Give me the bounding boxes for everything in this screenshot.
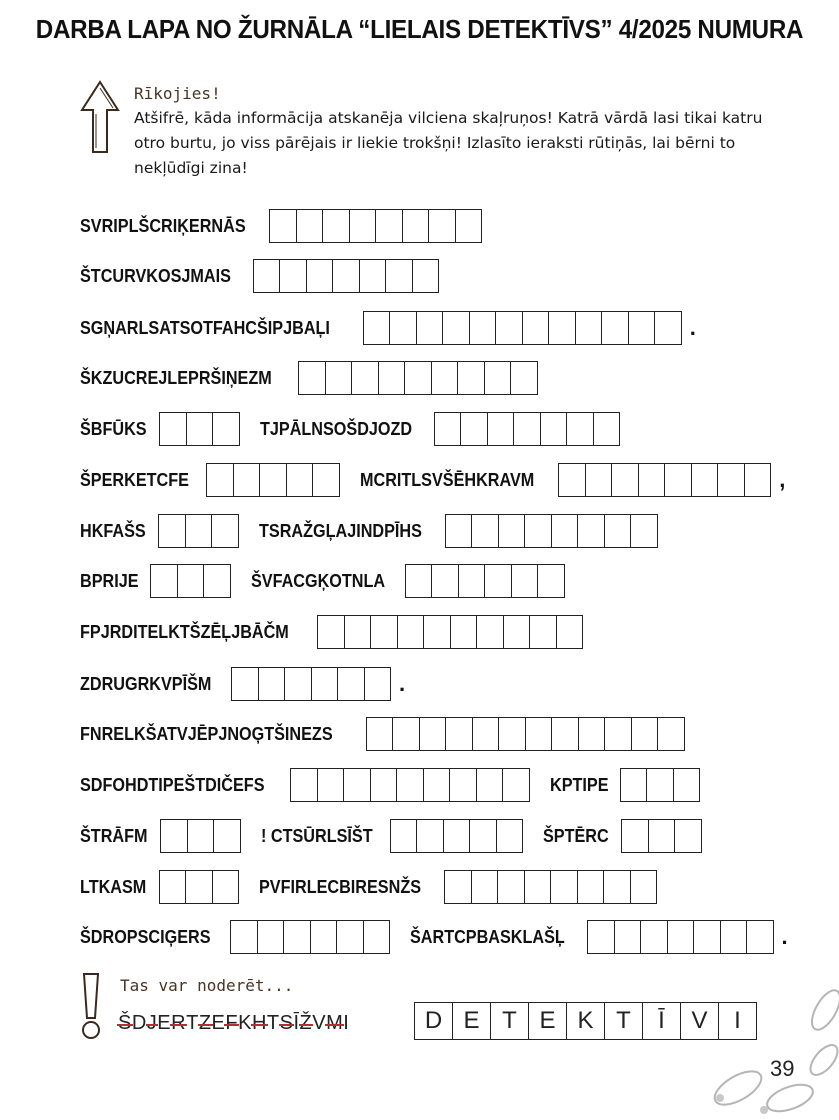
answer-box[interactable] (445, 870, 472, 904)
instructions-line: otro burtu, jo viss pārējais ir liekie trokšņi! Izlasīto ieraksti rūtiņās, lai bērni to (134, 134, 736, 152)
answer-box[interactable] (745, 463, 772, 497)
answer-box[interactable] (364, 311, 391, 345)
instructions-text (134, 106, 774, 181)
puzzle-row (80, 360, 538, 396)
punctuation-mark: , (779, 467, 786, 492)
scrambled-word: SDFOHDTIPEŠTDIČEFS (80, 774, 265, 795)
answer-box[interactable] (234, 463, 261, 497)
answer-box[interactable] (588, 920, 615, 954)
answer-box[interactable] (188, 819, 215, 853)
answer-box[interactable] (456, 209, 483, 243)
kept-letter: I (343, 1012, 350, 1034)
answer-box[interactable] (232, 667, 259, 701)
answer-box[interactable] (284, 920, 311, 954)
answer-box[interactable] (655, 311, 682, 345)
scrambled-word: ŠPTĒRC (543, 825, 609, 846)
answer-box[interactable] (668, 920, 695, 954)
answer-box[interactable] (496, 311, 523, 345)
answer-box[interactable] (367, 717, 394, 751)
answer-box[interactable] (485, 361, 512, 395)
answer-box[interactable] (605, 717, 632, 751)
hint-heading: Tas var noderēt... (120, 976, 294, 995)
puzzle-row (80, 716, 685, 752)
answer-box[interactable] (473, 717, 500, 751)
answer-box[interactable] (435, 412, 462, 446)
struck-letter: H (251, 1012, 267, 1034)
answer-box[interactable] (333, 259, 360, 293)
puzzle-row (80, 666, 405, 702)
scrambled-word: ŠVFACGĶOTNLA (250, 570, 385, 591)
answer-box[interactable] (365, 667, 392, 701)
answer-box[interactable] (187, 412, 214, 446)
kept-letter: T (186, 1012, 199, 1034)
scrambled-word: BPRIJE (80, 570, 139, 591)
answer-box[interactable] (578, 870, 605, 904)
answer-box[interactable] (338, 667, 365, 701)
answer-box[interactable] (398, 615, 425, 649)
punctuation-mark: . (781, 924, 788, 949)
scrambled-word: PVFIRLECBIRESNŽS (259, 876, 422, 897)
answer-box[interactable] (594, 412, 621, 446)
answer-box[interactable] (526, 717, 553, 751)
answer-box[interactable] (379, 361, 406, 395)
answer-box[interactable] (559, 463, 586, 497)
answer-boxes (150, 564, 231, 598)
answer-box[interactable] (604, 870, 631, 904)
answer-box[interactable] (212, 514, 239, 548)
answer-box[interactable] (458, 361, 485, 395)
scrambled-word: KPTIPE (549, 774, 609, 795)
answer-boxes (405, 564, 565, 598)
kept-letter: T (266, 1012, 280, 1034)
answer-box[interactable] (345, 615, 372, 649)
struck-letter: Š (118, 1012, 132, 1034)
scrambled-word: ŠKZUCREJLEPRŠIŅEZM (80, 367, 272, 388)
puzzle-row (80, 208, 482, 244)
answer-box[interactable] (397, 768, 424, 802)
scrambled-word: SGŅARLSATSOTFAHCŠIPJBAĻI (80, 317, 330, 338)
answer-letter-cell: T (491, 1002, 529, 1040)
answer-box[interactable] (631, 514, 658, 548)
answer-box[interactable] (213, 412, 240, 446)
scrambled-word: ŠPERKETCFE (80, 469, 189, 490)
answer-box[interactable] (297, 209, 324, 243)
answer-box[interactable] (299, 361, 326, 395)
answer-box[interactable] (323, 209, 350, 243)
answer-box[interactable] (391, 819, 418, 853)
scrambled-word: ŠBFŪKS (80, 418, 147, 439)
answer-box[interactable] (639, 463, 666, 497)
answer-box[interactable] (747, 920, 774, 954)
answer-box[interactable] (371, 768, 398, 802)
hint-answer (414, 1002, 757, 1040)
puzzle-row (80, 258, 439, 294)
answer-box[interactable] (352, 361, 379, 395)
answer-box[interactable] (386, 259, 413, 293)
answer-box[interactable] (307, 259, 334, 293)
puzzle-row (80, 818, 702, 854)
answer-box[interactable] (512, 564, 539, 598)
answer-box[interactable] (159, 514, 186, 548)
answer-box[interactable] (311, 920, 338, 954)
answer-box[interactable] (552, 514, 579, 548)
exclamation-icon (78, 972, 104, 1042)
answer-box[interactable] (287, 463, 314, 497)
answer-box[interactable] (429, 209, 456, 243)
answer-box[interactable] (503, 768, 530, 802)
page-title: DARBA LAPA NO ŽURNĀLA “LIELAIS DETEKTĪVS” 4/2025 NUMURA (35, 14, 804, 44)
answer-boxes (621, 819, 702, 853)
answer-box[interactable] (326, 361, 353, 395)
answer-box[interactable] (214, 819, 241, 853)
answer-box[interactable] (313, 463, 340, 497)
answer-box[interactable] (499, 717, 526, 751)
kept-letter: K (238, 1012, 252, 1034)
answer-box[interactable] (632, 717, 659, 751)
answer-box[interactable] (523, 311, 550, 345)
struck-letter: S (279, 1012, 294, 1034)
answer-box[interactable] (552, 717, 579, 751)
up-arrow-icon (80, 80, 120, 154)
answer-box[interactable] (344, 768, 371, 802)
puzzle-row (80, 869, 657, 905)
scrambled-word: ŠTCURVKOSJMAIS (80, 265, 231, 286)
answer-boxes (269, 209, 482, 243)
scrambled-word: SVRIPLŠCRIĶERNĀS (80, 215, 246, 236)
answer-box[interactable] (260, 463, 287, 497)
answer-letter-cell: K (567, 1002, 605, 1040)
answer-box[interactable] (499, 514, 526, 548)
answer-box[interactable] (578, 514, 605, 548)
scrambled-word: TJPĀLNSOŠDJOZD (259, 418, 412, 439)
answer-box[interactable] (470, 819, 497, 853)
answer-box[interactable] (551, 870, 578, 904)
struck-letter: Z (198, 1012, 212, 1034)
answer-box[interactable] (443, 311, 470, 345)
answer-box[interactable] (312, 667, 339, 701)
answer-box[interactable] (541, 412, 568, 446)
answer-box[interactable] (413, 259, 440, 293)
scrambled-word: MCRITLSVŠĒHKRAVM (359, 469, 534, 490)
scrambled-word: TSRAŽGĻAJINDPĪHS (258, 520, 422, 541)
answer-boxes (317, 615, 583, 649)
answer-box[interactable] (621, 768, 648, 802)
kept-letter: E (157, 1012, 172, 1034)
kept-letter: E (211, 1012, 226, 1034)
answer-box[interactable] (459, 564, 486, 598)
answer-boxes (230, 920, 390, 954)
answer-box[interactable] (151, 564, 178, 598)
answer-boxes (298, 361, 538, 395)
answer-box[interactable] (549, 311, 576, 345)
scrambled-word: ! CTSŪRLSĪŠT (260, 825, 373, 846)
answer-boxes (159, 412, 240, 446)
answer-box[interactable] (417, 311, 444, 345)
answer-letter-cell: I (719, 1002, 757, 1040)
answer-boxes (159, 870, 240, 904)
struck-letter: R (171, 1012, 187, 1034)
answer-box[interactable] (477, 615, 504, 649)
struck-letter: F (225, 1012, 239, 1034)
answer-box[interactable] (432, 361, 459, 395)
answer-box[interactable] (160, 412, 187, 446)
answer-box[interactable] (270, 209, 297, 243)
puzzle-row (80, 563, 565, 599)
scrambled-word: ŠTRĀFM (80, 825, 148, 846)
answer-box[interactable] (451, 615, 478, 649)
struck-letter: M (326, 1012, 344, 1034)
answer-box[interactable] (186, 870, 213, 904)
answer-box[interactable] (665, 463, 692, 497)
puzzle-row (80, 411, 620, 447)
answer-box[interactable] (497, 819, 524, 853)
answer-box[interactable] (675, 819, 702, 853)
scrambled-word: FNRELKŠATVJĒPJNOĢTŠINEZS (80, 723, 333, 744)
answer-box[interactable] (622, 819, 649, 853)
answer-box[interactable] (213, 870, 240, 904)
answer-box[interactable] (472, 514, 499, 548)
answer-box[interactable] (488, 412, 515, 446)
answer-box[interactable] (586, 463, 613, 497)
answer-box[interactable] (511, 361, 538, 395)
answer-box[interactable] (371, 615, 398, 649)
answer-box[interactable] (207, 463, 234, 497)
answer-box[interactable] (390, 311, 417, 345)
answer-box[interactable] (360, 259, 387, 293)
answer-box[interactable] (718, 463, 745, 497)
answer-box[interactable] (160, 870, 187, 904)
answer-boxes (363, 311, 682, 345)
answer-box[interactable] (417, 819, 444, 853)
answer-box[interactable] (337, 920, 364, 954)
answer-box[interactable] (446, 514, 473, 548)
answer-boxes (231, 667, 391, 701)
scrambled-word: FPJRDITELKTŠZĒĻJBĀČM (80, 621, 289, 642)
puzzle-row (80, 767, 700, 803)
answer-box[interactable] (658, 717, 685, 751)
answer-letter-cell: D (415, 1002, 453, 1040)
answer-box[interactable] (364, 920, 391, 954)
instructions-line: Atšifrē, kāda informācija atskanēja vilciena skaļruņos! Katrā vārdā lasi tikai katru (134, 109, 763, 127)
answer-box[interactable] (424, 768, 451, 802)
answer-box[interactable] (186, 514, 213, 548)
footprints-icon (708, 980, 839, 1120)
answer-box[interactable] (477, 768, 504, 802)
answer-boxes (445, 514, 658, 548)
answer-box[interactable] (424, 615, 451, 649)
page-number: 39 (770, 1056, 795, 1081)
answer-letter-cell: T (605, 1002, 643, 1040)
answer-box[interactable] (472, 870, 499, 904)
instructions-heading: Rīkojies! (134, 84, 221, 103)
answer-box[interactable] (694, 920, 721, 954)
answer-boxes (206, 463, 340, 497)
answer-boxes (290, 768, 530, 802)
answer-box[interactable] (405, 361, 432, 395)
answer-box[interactable] (204, 564, 231, 598)
puzzle-row (80, 919, 788, 955)
answer-box[interactable] (258, 920, 285, 954)
answer-box[interactable] (525, 870, 552, 904)
punctuation-mark: . (689, 315, 696, 340)
answer-box[interactable] (444, 819, 471, 853)
answer-box[interactable] (557, 615, 584, 649)
answer-box[interactable] (446, 717, 473, 751)
answer-box[interactable] (461, 412, 488, 446)
answer-box[interactable] (432, 564, 459, 598)
scrambled-word: HKFAŠS (80, 520, 146, 541)
answer-box[interactable] (674, 768, 701, 802)
answer-letter-cell: E (453, 1002, 491, 1040)
puzzle-row (80, 614, 583, 650)
answer-letter-cell: V (681, 1002, 719, 1040)
answer-boxes (390, 819, 524, 853)
kept-letter: D (131, 1012, 147, 1034)
answer-box[interactable] (615, 920, 642, 954)
scrambled-word: LTKASM (80, 876, 147, 897)
answer-box[interactable] (291, 768, 318, 802)
answer-box[interactable] (567, 412, 594, 446)
answer-boxes (587, 920, 774, 954)
answer-box[interactable] (530, 615, 557, 649)
answer-letter-cell: Ī (643, 1002, 681, 1040)
answer-box[interactable] (161, 819, 188, 853)
answer-boxes (160, 819, 241, 853)
answer-boxes (620, 768, 701, 802)
puzzle-row (80, 310, 696, 346)
answer-box[interactable] (318, 615, 345, 649)
answer-box[interactable] (403, 209, 430, 243)
answer-boxes (366, 717, 685, 751)
answer-box[interactable] (525, 514, 552, 548)
struck-letter: Ž (299, 1012, 313, 1034)
answer-box[interactable] (254, 259, 281, 293)
answer-box[interactable] (470, 311, 497, 345)
answer-box[interactable] (631, 870, 658, 904)
answer-box[interactable] (376, 209, 403, 243)
answer-box[interactable] (538, 564, 565, 598)
answer-box[interactable] (602, 311, 629, 345)
answer-box[interactable] (514, 412, 541, 446)
answer-box[interactable] (178, 564, 205, 598)
scrambled-word: ZDRUGRKVPĪŠM (80, 673, 212, 694)
scrambled-word: ŠDROPSCIĢERS (80, 926, 211, 947)
answer-box[interactable] (406, 564, 433, 598)
kept-letter: Ī (293, 1012, 300, 1034)
puzzle-row (80, 513, 658, 549)
answer-boxes (434, 412, 621, 446)
answer-box[interactable] (629, 311, 656, 345)
answer-box[interactable] (450, 768, 477, 802)
answer-boxes (444, 870, 657, 904)
answer-box[interactable] (285, 667, 312, 701)
answer-box[interactable] (647, 768, 674, 802)
answer-box[interactable] (692, 463, 719, 497)
answer-box[interactable] (231, 920, 258, 954)
answer-boxes (158, 514, 239, 548)
answer-boxes (558, 463, 771, 497)
answer-box[interactable] (504, 615, 531, 649)
answer-box[interactable] (641, 920, 668, 954)
answer-letter-cell: E (529, 1002, 567, 1040)
answer-box[interactable] (605, 514, 632, 548)
answer-box[interactable] (649, 819, 676, 853)
kept-letter: V (312, 1012, 327, 1034)
answer-box[interactable] (259, 667, 286, 701)
answer-box[interactable] (393, 717, 420, 751)
answer-box[interactable] (485, 564, 512, 598)
struck-letter: J (146, 1012, 158, 1034)
answer-box[interactable] (612, 463, 639, 497)
instructions-line: nekļūdīgi zina! (134, 159, 248, 177)
answer-box[interactable] (579, 717, 606, 751)
answer-box[interactable] (721, 920, 748, 954)
scrambled-word: ŠARTCPBASKLAŠĻ (410, 926, 565, 947)
answer-box[interactable] (498, 870, 525, 904)
answer-boxes (253, 259, 440, 293)
answer-box[interactable] (350, 209, 377, 243)
hint-example (118, 1012, 349, 1035)
answer-box[interactable] (420, 717, 447, 751)
punctuation-mark: . (399, 671, 406, 696)
answer-box[interactable] (280, 259, 307, 293)
answer-box[interactable] (576, 311, 603, 345)
puzzle-row (80, 462, 785, 498)
answer-box[interactable] (318, 768, 345, 802)
